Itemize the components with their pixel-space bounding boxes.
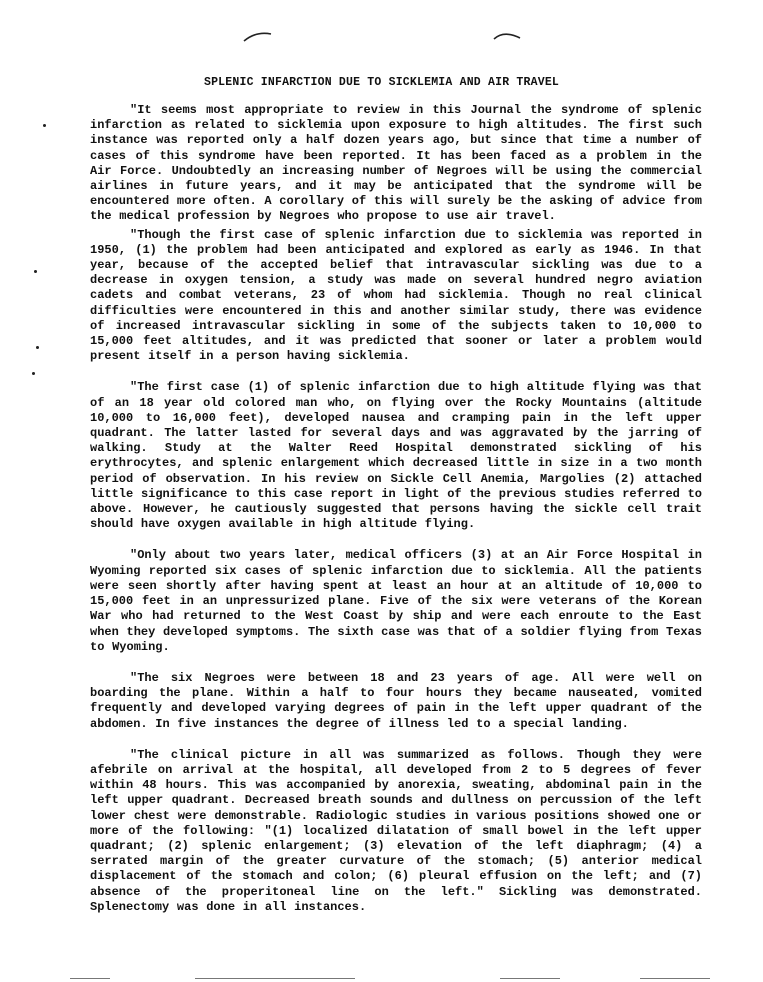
punch-mark [242, 30, 274, 44]
footer-rule [640, 978, 710, 979]
footer-rule [195, 978, 355, 979]
paragraph: "The six Negroes were between 18 and 23 years of age. All were well on boarding the plane. Within a half to four hours they became nauseated, vomited frequently and developed varying degrees of pain in the left upper quadrant of the abdomen. In five instances the degree of illness led to a special landing. [90, 670, 702, 731]
document-body [90, 103, 702, 915]
paragraph: "The clinical picture in all was summarized as follows. Though they were afebrile on arrival at the hospital, all developed from 2 to 5 degrees of fever within 48 hours. This was accompanied by anorexia, sweating, abdominal pain in the left upper quadrant. Decreased breath sounds and dullness on percussion of the left lower chest were demonstrable. Radiologic studies in various positions showed one or more of the following: "(1) localized dilatation of small bowel in the left upper quadrant; (2) splenic enlargement; (3) elevation of the left diaphragm; (4) a serrated margin of the greater curvature of the stomach; (5) anterior medical displacement of the stomach and colon; (6) pleural effusion on the left; and (7) absence of the properitoneal line on the left." Sickling was demonstrated. Splenectomy was done in all instances. [90, 747, 702, 914]
paragraph: "Only about two years later, medical officers (3) at an Air Force Hospital in Wyoming reported six cases of splenic infarction due to sicklemia. All the patients were seen shortly after having spent at least an hour at an altitude of 10,000 to 15,000 feet in an unpressurized plane. Five of the six were veterans of the Korean War who had returned to the West Coast by ship and were each enroute to the East when they developed symptoms. The sixth case was that of a soldier flying from Texas to Wyoming. [90, 548, 702, 654]
footer-rule [70, 978, 110, 979]
margin-dot [34, 270, 37, 273]
margin-dot [43, 124, 46, 127]
footer-rule [500, 978, 560, 979]
margin-dot [32, 372, 35, 375]
paragraph: "It seems most appropriate to review in this Journal the syndrome of splenic infarction as related to sicklemia upon exposure to high altitudes. The first such instance was reported only a half dozen years ago, but since that time a number of cases of this syndrome have been reported. It has been faced as a problem in the Air Force. Undoubtedly an increasing number of Negroes will be using the commercial airlines in future years, and it may be anticipated that the syndrome will be encountered more often. A corollary of this will surely be the asking of advice from the medical profession by Negroes who propose to use air travel. [90, 103, 702, 224]
punch-mark [492, 30, 524, 44]
paragraph: "The first case (1) of splenic infarction due to high altitude flying was that of an 18 year old colored man who, on flying over the Rocky Mountains (altitude 10,000 to 16,000 feet), developed nausea and cramping pain in the left upper quadrant. The latter lasted for several days and was aggravated by the jarring of walking. Study at the Walter Reed Hospital demonstrated sickling of his erythrocytes, and splenic enlargement which decreased little in size in a two month period of observation. In his review on Sickle Cell Anemia, Margolies (2) attached little significance to this case report in light of the previous studies referred to above. However, he cautiously suggested that persons having the sickle cell trait should have oxygen available in high altitude flying. [90, 380, 702, 532]
document-title: SPLENIC INFARCTION DUE TO SICKLEMIA AND AIR TRAVEL [203, 76, 560, 89]
paragraph: "Though the first case of splenic infarction due to sicklemia was reported in 1950, (1) the problem had been anticipated and explored as early as 1946. In that year, because of the accepted belief that intravascular sickling was due to a decrease in oxygen tension, a study was made on several hundred negro aviation cadets and combat veterans, 23 of whom had sicklemia. Though no real clinical difficulties were encountered in this and another similar study, there was evidence of increased intravascular sickling in some of the subjects taken to 10,000 to 15,000 feet altitudes, and it was predicted that sooner or later a problem would present itself in a person having sicklemia. [90, 227, 702, 364]
margin-dot [36, 346, 39, 349]
